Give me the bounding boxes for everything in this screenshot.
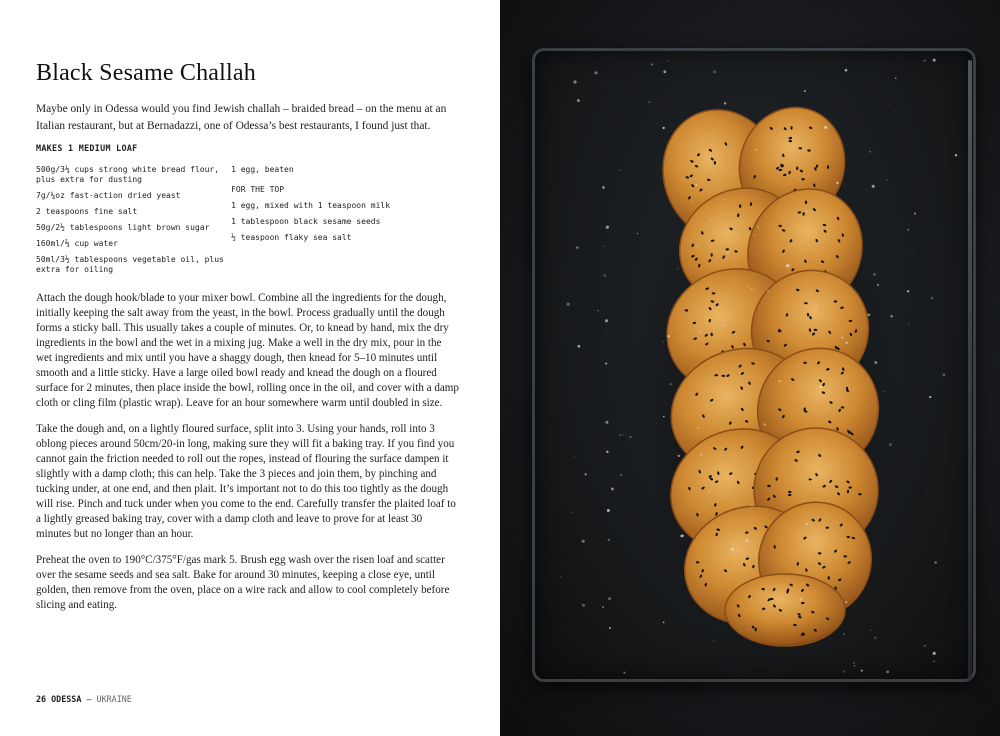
flour-speck <box>663 622 665 624</box>
footer-separator: – <box>86 694 92 704</box>
flour-speck <box>582 540 585 543</box>
ingredient-item: 50g/2½ tablespoons light brown sugar <box>36 223 210 232</box>
flour-speck <box>604 274 607 277</box>
flour-speck <box>700 453 703 456</box>
sesame-seed <box>755 628 757 632</box>
flour-speck <box>663 70 666 73</box>
ingredient-item: 50ml/3½ tablespoons vegetable oil, plus extra for oiling <box>36 255 224 274</box>
flour-speck <box>623 672 625 674</box>
flour-speck <box>697 246 699 248</box>
flour-speck <box>574 456 575 457</box>
flour-speck <box>799 366 800 367</box>
flour-speck <box>577 99 580 102</box>
flour-speck <box>886 180 887 181</box>
flour-speck <box>670 383 672 385</box>
flour-speck <box>787 174 788 175</box>
flour-speck <box>873 273 876 276</box>
page-number: 26 <box>36 694 47 704</box>
flour-speck <box>933 661 935 663</box>
flour-speck <box>778 380 780 382</box>
flour-speck <box>909 323 910 324</box>
flour-speck <box>724 102 726 104</box>
flour-speck <box>943 374 946 377</box>
flour-speck <box>926 490 927 491</box>
flour-speck <box>667 60 668 61</box>
flour-speck <box>870 630 871 631</box>
flour-speck <box>924 645 925 646</box>
flour-speck <box>567 303 570 306</box>
flour-speck <box>877 284 879 286</box>
flour-speck <box>841 336 844 339</box>
flour-speck <box>709 376 710 377</box>
flour-speck <box>727 252 729 254</box>
flour-speck <box>739 372 741 374</box>
flour-speck <box>755 149 757 151</box>
flour-speck <box>799 178 801 180</box>
flour-speck <box>872 185 875 188</box>
flour-speck <box>663 416 665 418</box>
flour-speck <box>782 559 783 560</box>
flour-speck <box>854 665 855 666</box>
flour-speck <box>861 670 863 672</box>
flour-speck <box>706 189 707 190</box>
flour-speck <box>751 504 754 507</box>
flour-speck <box>907 229 909 231</box>
flour-speck <box>731 548 734 551</box>
flour-speck <box>602 186 605 189</box>
flour-speck <box>560 576 561 577</box>
flour-speck <box>929 396 931 398</box>
sesame-seed <box>801 178 805 180</box>
method-paragraph: Take the dough and, on a lightly floured surface, split into 3. Using your hands, roll into 3 oblong pieces around 50cm/20-in long, making sure they will fit a baking tray. If you find you cannot gain the friction needed to roll out the ropes, instead of flouring the surface dampen it slightly with a damp cloth; this can help. Take the 3 pieces and join them, by pinching and tucking under, at one end, and then plait. It’s important not to do this too tightly as the dough will rise. Pinch and tuck under when you come to the end. Carefully transfer the plaited loaf to a lightly greased baking tray, cover with a damp cloth and leave to prove for at least 30 minutes but no longer than an hour. <box>36 423 456 540</box>
flour-speck <box>611 487 614 490</box>
ingredient-item: 160ml/⅔ cup water <box>36 239 118 248</box>
flour-speck <box>799 598 802 601</box>
flour-speck <box>713 641 714 642</box>
flour-speck <box>699 331 701 333</box>
ingredient-item: 7g/¼oz fast-action dried yeast <box>36 191 181 200</box>
flour-speck <box>755 553 757 555</box>
yield-heading: MAKES 1 MEDIUM LOAF <box>36 143 138 153</box>
footer-city: ODESSA <box>51 694 82 704</box>
challah-photo <box>500 0 1000 736</box>
flour-speck <box>824 126 827 129</box>
flour-speck <box>845 342 847 344</box>
photo-page <box>500 0 1000 736</box>
flour-speck <box>573 80 576 83</box>
flour-speck <box>907 290 909 292</box>
flour-speck <box>608 539 610 541</box>
flour-speck <box>770 563 771 564</box>
flour-speck <box>713 70 716 73</box>
flour-speck <box>747 286 749 288</box>
flour-speck <box>722 324 725 327</box>
flour-speck <box>710 218 712 220</box>
flour-speck <box>871 98 872 99</box>
flour-speck <box>691 201 692 202</box>
flour-speck <box>914 213 916 215</box>
ingredients-column-right <box>231 165 460 281</box>
method-paragraph: Attach the dough hook/blade to your mixer bowl. Combine all the ingredients for the dough, initially keeping the salt away from the yeast, in the bowl. Process gradually until the dough forms a sticky ball. This usually takes a couple of minutes. Or, to knead by hand, mix the dry ingredients in the bowl and the wet in a mixing jug. Make a well in the dry mix, pour in the wet ingredients and mix until you have a shaggy dough, then knead for 5–10 minutes until smooth and a little sticky. Have a large oiled bowl ready and knead the dough on a floured surface for 2 minutes, then place inside the bowl, rolling once in the oil, and cover with a damp cloth or cling film (plastic wrap). Leave for an hour somewhere warm until doubled in size. <box>36 292 459 409</box>
flour-speck <box>609 627 611 629</box>
flour-speck <box>755 235 756 236</box>
flour-speck <box>895 77 897 79</box>
flour-speck <box>868 313 871 316</box>
flour-speck <box>649 101 650 102</box>
flour-speck <box>607 509 610 512</box>
flour-speck <box>680 534 683 537</box>
braid-lobe <box>725 574 845 646</box>
flour-speck <box>605 421 608 424</box>
flour-speck <box>733 543 734 544</box>
flour-speck <box>886 671 889 674</box>
flour-speck <box>623 434 624 435</box>
flour-speck <box>804 90 806 92</box>
flour-speck <box>934 561 937 564</box>
flour-speck <box>678 455 680 457</box>
ingredients-list <box>36 165 460 281</box>
flour-speck <box>895 110 896 111</box>
flour-speck <box>751 288 753 290</box>
flour-speck <box>843 633 845 635</box>
flour-speck <box>578 345 581 348</box>
flour-speck <box>870 151 871 152</box>
flour-speck <box>605 362 607 364</box>
flour-speck <box>843 671 845 673</box>
flour-speck <box>955 154 957 156</box>
flour-speck <box>602 606 604 608</box>
topping-item: ½ teaspoon flaky sea salt <box>231 233 352 242</box>
flour-speck <box>582 604 585 607</box>
flour-speck <box>786 264 789 267</box>
flour-speck <box>767 290 769 292</box>
flour-speck <box>594 71 597 74</box>
flour-speck <box>584 473 587 476</box>
flour-speck <box>930 297 933 300</box>
flour-speck <box>629 436 631 438</box>
ingredient-item: 2 teaspoons fine salt <box>36 207 138 216</box>
flour-speck <box>677 268 679 270</box>
flour-speck <box>620 474 622 476</box>
flour-speck <box>608 597 611 600</box>
topping-item: 1 tablespoon black sesame seeds <box>231 217 381 226</box>
flour-speck <box>604 246 605 247</box>
flour-speck <box>619 434 621 436</box>
flour-speck <box>708 491 710 493</box>
flour-speck <box>745 539 748 542</box>
sesame-seed <box>803 362 807 364</box>
method-steps <box>36 291 460 613</box>
flour-speck <box>695 184 697 186</box>
flour-speck <box>795 118 796 119</box>
method-paragraph: Preheat the oven to 190°C/375°F/gas mark 5. Brush egg wash over the risen loaf and scatter over the sesame seeds and sea salt. Bake for around 30 minutes, keeping a close eye, until golden, then remove from the oven, place on a wire rack and allow to cool completely before slicing and eating. <box>36 554 450 611</box>
flour-speck <box>576 246 579 249</box>
flour-speck <box>874 637 876 639</box>
flour-speck <box>933 652 936 655</box>
ingredient-item: 500g/3⅓ cups strong white bread flour, plus extra for dusting <box>36 165 220 184</box>
flour-speck <box>598 310 599 311</box>
flour-speck <box>836 182 838 184</box>
topping-item: 1 egg, mixed with 1 teaspoon milk <box>231 201 391 210</box>
flour-speck <box>817 272 818 273</box>
flour-speck <box>874 361 877 364</box>
flour-speck <box>845 601 847 603</box>
flour-speck <box>763 423 766 426</box>
flour-speck <box>759 379 760 380</box>
flour-speck <box>606 226 609 229</box>
flour-speck <box>912 251 913 252</box>
ingredient-item: 1 egg, beaten <box>231 165 294 174</box>
flour-speck <box>819 386 822 389</box>
flour-speck <box>884 391 885 392</box>
flour-speck <box>697 427 699 429</box>
flour-speck <box>705 441 706 442</box>
flour-speck <box>810 477 812 479</box>
flour-speck <box>815 306 818 309</box>
page-footer <box>36 694 132 704</box>
flour-speck <box>571 512 572 513</box>
flour-speck <box>637 233 638 234</box>
flour-speck <box>662 127 664 129</box>
flour-speck <box>651 63 653 65</box>
flour-speck <box>605 319 608 322</box>
flour-speck <box>606 451 608 453</box>
recipe-title: Black Sesame Challah <box>36 60 256 86</box>
flour-speck <box>667 335 669 337</box>
flour-speck <box>724 199 726 201</box>
flour-speck <box>890 315 892 317</box>
flour-speck <box>733 300 734 301</box>
flour-speck <box>663 341 664 342</box>
flour-speck <box>924 60 926 62</box>
flour-speck <box>933 59 936 62</box>
ingredients-column-left <box>36 165 231 281</box>
footer-region: UKRAINE <box>96 694 132 704</box>
flour-speck <box>806 523 808 525</box>
flour-speck <box>619 170 620 171</box>
flour-speck <box>605 334 606 335</box>
flour-speck <box>845 69 848 72</box>
flour-speck <box>758 227 759 228</box>
flour-speck <box>853 662 855 664</box>
sesame-seed <box>739 204 741 208</box>
flour-speck <box>806 210 809 213</box>
flour-speck <box>889 443 892 446</box>
recipe-intro: Maybe only in Odessa would you find Jewish challah – braided bread – on the menu at an Italian restaurant, but at Bernadazzi, one of Odessa’s best restaurants, I found just that. <box>36 103 447 132</box>
topping-heading: FOR THE TOP <box>231 185 285 194</box>
